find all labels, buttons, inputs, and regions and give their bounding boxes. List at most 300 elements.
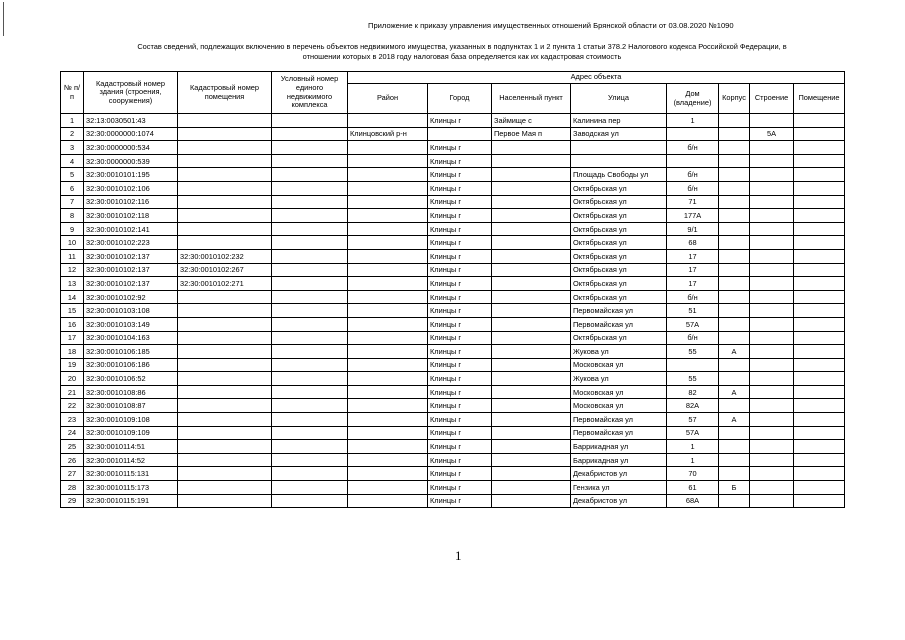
complex-number-cell — [272, 277, 348, 291]
street-cell: Декабристов ул — [571, 494, 667, 508]
city-cell: Клинцы г — [428, 399, 492, 413]
room-cadastral-cell — [178, 426, 272, 440]
building-cadastral-cell: 32:30:0010102:106 — [84, 181, 178, 195]
city-cell: Клинцы г — [428, 277, 492, 291]
street-cell: Декабристов ул — [571, 467, 667, 481]
city-cell: Клинцы г — [428, 209, 492, 223]
stroenie-cell — [750, 249, 794, 263]
house-cell: б/н — [667, 168, 719, 182]
room-cadastral-cell — [178, 413, 272, 427]
city-cell: Клинцы г — [428, 195, 492, 209]
city-cell: Клинцы г — [428, 331, 492, 345]
district-cell — [348, 481, 428, 495]
settlement-cell — [492, 236, 571, 250]
pomeshchenie-cell — [794, 195, 845, 209]
korpus-cell — [719, 426, 750, 440]
table-row — [61, 290, 845, 304]
district-cell — [348, 277, 428, 291]
settlement-cell — [492, 249, 571, 263]
col-street: Улица — [571, 84, 667, 114]
row-number-cell: 1 — [61, 114, 84, 128]
table-row — [61, 195, 845, 209]
col-pomeshchenie: Помещение — [794, 84, 845, 114]
city-cell: Клинцы г — [428, 222, 492, 236]
korpus-cell — [719, 372, 750, 386]
district-cell — [348, 195, 428, 209]
house-cell: 17 — [667, 249, 719, 263]
house-cell: 17 — [667, 263, 719, 277]
table-row — [61, 413, 845, 427]
title-line-2: отношении которых в 2018 году налоговая база определяется как их кадастровая стоимость — [302, 51, 622, 61]
row-number-cell: 13 — [61, 277, 84, 291]
row-number-cell: 18 — [61, 345, 84, 359]
row-number-cell: 14 — [61, 290, 84, 304]
district-cell — [348, 290, 428, 304]
pomeshchenie-cell — [794, 358, 845, 372]
city-cell: Клинцы г — [428, 249, 492, 263]
district-cell — [348, 263, 428, 277]
room-cadastral-cell — [178, 331, 272, 345]
city-cell: Клинцы г — [428, 481, 492, 495]
pomeshchenie-cell — [794, 181, 845, 195]
row-number-cell: 29 — [61, 494, 84, 508]
pomeshchenie-cell — [794, 263, 845, 277]
complex-number-cell — [272, 481, 348, 495]
street-cell: Заводская ул — [571, 127, 667, 141]
stroenie-cell — [750, 277, 794, 291]
row-number-cell: 25 — [61, 440, 84, 454]
stroenie-cell — [750, 372, 794, 386]
room-cadastral-cell — [178, 453, 272, 467]
room-cadastral-cell — [178, 181, 272, 195]
room-cadastral-cell — [178, 127, 272, 141]
street-cell: Октябрьская ул — [571, 331, 667, 345]
city-cell: Клинцы г — [428, 372, 492, 386]
street-cell: Октябрьская ул — [571, 277, 667, 291]
district-cell — [348, 222, 428, 236]
building-cadastral-cell: 32:30:0010102:137 — [84, 249, 178, 263]
street-cell: Баррикадная ул — [571, 440, 667, 454]
row-number-cell: 11 — [61, 249, 84, 263]
settlement-cell — [492, 209, 571, 223]
col-complex-number: Условный номер единого недвижимого комплекса — [272, 72, 348, 114]
room-cadastral-cell — [178, 195, 272, 209]
stroenie-cell — [750, 141, 794, 155]
city-cell: Клинцы г — [428, 290, 492, 304]
complex-number-cell — [272, 236, 348, 250]
building-cadastral-cell: 32:30:0010106:52 — [84, 372, 178, 386]
settlement-cell — [492, 372, 571, 386]
korpus-cell — [719, 494, 750, 508]
settlement-cell — [492, 290, 571, 304]
row-number-cell: 10 — [61, 236, 84, 250]
street-cell: Калинина пер — [571, 114, 667, 128]
building-cadastral-cell: 32:30:0010102:137 — [84, 277, 178, 291]
complex-number-cell — [272, 195, 348, 209]
complex-number-cell — [272, 345, 348, 359]
page-edge-line — [3, 2, 4, 36]
pomeshchenie-cell — [794, 236, 845, 250]
city-cell: Клинцы г — [428, 114, 492, 128]
street-cell: Московская ул — [571, 385, 667, 399]
settlement-cell — [492, 399, 571, 413]
room-cadastral-cell — [178, 290, 272, 304]
stroenie-cell — [750, 345, 794, 359]
table-row — [61, 114, 845, 128]
settlement-cell — [492, 195, 571, 209]
settlement-cell — [492, 168, 571, 182]
settlement-cell — [492, 494, 571, 508]
house-cell: 51 — [667, 304, 719, 318]
settlement-cell — [492, 331, 571, 345]
building-cadastral-cell: 32:30:0010114:52 — [84, 453, 178, 467]
row-number-cell: 28 — [61, 481, 84, 495]
row-number-cell: 7 — [61, 195, 84, 209]
pomeshchenie-cell — [794, 141, 845, 155]
complex-number-cell — [272, 114, 348, 128]
building-cadastral-cell: 32:30:0000000:539 — [84, 154, 178, 168]
settlement-cell — [492, 358, 571, 372]
pomeshchenie-cell — [794, 114, 845, 128]
pomeshchenie-cell — [794, 372, 845, 386]
row-number-cell: 24 — [61, 426, 84, 440]
complex-number-cell — [272, 249, 348, 263]
house-cell: 17 — [667, 277, 719, 291]
row-number-cell: 23 — [61, 413, 84, 427]
district-cell — [348, 317, 428, 331]
settlement-cell — [492, 426, 571, 440]
complex-number-cell — [272, 209, 348, 223]
col-building-cadastral: Кадастровый номер здания (строения, сооружения) — [84, 72, 178, 114]
street-cell: Октябрьская ул — [571, 290, 667, 304]
street-cell: Октябрьская ул — [571, 195, 667, 209]
settlement-cell — [492, 222, 571, 236]
row-number-cell: 3 — [61, 141, 84, 155]
district-cell — [348, 399, 428, 413]
street-cell — [571, 154, 667, 168]
settlement-cell — [492, 154, 571, 168]
city-cell: Клинцы г — [428, 181, 492, 195]
room-cadastral-cell — [178, 358, 272, 372]
settlement-cell — [492, 453, 571, 467]
street-cell: Площадь Свободы ул — [571, 168, 667, 182]
stroenie-cell — [750, 114, 794, 128]
settlement-cell — [492, 277, 571, 291]
pomeshchenie-cell — [794, 399, 845, 413]
complex-number-cell — [272, 426, 348, 440]
house-cell: 82 — [667, 385, 719, 399]
house-cell: 68А — [667, 494, 719, 508]
district-cell — [348, 345, 428, 359]
stroenie-cell — [750, 181, 794, 195]
building-cadastral-cell: 32:30:0010108:86 — [84, 385, 178, 399]
row-number-cell: 12 — [61, 263, 84, 277]
city-cell: Клинцы г — [428, 317, 492, 331]
korpus-cell: А — [719, 385, 750, 399]
city-cell: Клинцы г — [428, 141, 492, 155]
house-cell: 55 — [667, 345, 719, 359]
district-cell — [348, 181, 428, 195]
row-number-cell: 17 — [61, 331, 84, 345]
house-cell: 55 — [667, 372, 719, 386]
building-cadastral-cell: 32:30:0010114:51 — [84, 440, 178, 454]
room-cadastral-cell — [178, 141, 272, 155]
house-cell: б/н — [667, 290, 719, 304]
korpus-cell — [719, 181, 750, 195]
korpus-cell — [719, 304, 750, 318]
pomeshchenie-cell — [794, 413, 845, 427]
complex-number-cell — [272, 127, 348, 141]
street-cell: Первомайская ул — [571, 413, 667, 427]
pomeshchenie-cell — [794, 494, 845, 508]
building-cadastral-cell: 32:30:0010102:137 — [84, 263, 178, 277]
district-cell — [348, 154, 428, 168]
pomeshchenie-cell — [794, 345, 845, 359]
room-cadastral-cell: 32:30:0010102:271 — [178, 277, 272, 291]
building-cadastral-cell: 32:30:0010102:92 — [84, 290, 178, 304]
building-cadastral-cell: 32:30:0010102:141 — [84, 222, 178, 236]
stroenie-cell — [750, 481, 794, 495]
settlement-cell — [492, 481, 571, 495]
pomeshchenie-cell — [794, 209, 845, 223]
korpus-cell — [719, 114, 750, 128]
district-cell — [348, 467, 428, 481]
row-number-cell: 22 — [61, 399, 84, 413]
row-number-cell: 6 — [61, 181, 84, 195]
street-cell: Баррикадная ул — [571, 453, 667, 467]
pomeshchenie-cell — [794, 154, 845, 168]
city-cell: Клинцы г — [428, 440, 492, 454]
house-cell: б/н — [667, 181, 719, 195]
house-cell: б/н — [667, 141, 719, 155]
complex-number-cell — [272, 385, 348, 399]
settlement-cell — [492, 440, 571, 454]
row-number-cell: 20 — [61, 372, 84, 386]
city-cell: Клинцы г — [428, 358, 492, 372]
document-title — [62, 42, 862, 61]
complex-number-cell — [272, 494, 348, 508]
stroenie-cell — [750, 331, 794, 345]
complex-number-cell — [272, 317, 348, 331]
stroenie-cell — [750, 494, 794, 508]
building-cadastral-cell: 32:30:0010102:116 — [84, 195, 178, 209]
room-cadastral-cell — [178, 481, 272, 495]
district-cell — [348, 304, 428, 318]
street-cell: Жукова ул — [571, 372, 667, 386]
stroenie-cell — [750, 290, 794, 304]
house-cell: 177А — [667, 209, 719, 223]
house-cell: 1 — [667, 114, 719, 128]
building-cadastral-cell: 32:30:0010102:118 — [84, 209, 178, 223]
room-cadastral-cell: 32:30:0010102:232 — [178, 249, 272, 263]
pomeshchenie-cell — [794, 317, 845, 331]
table-row — [61, 453, 845, 467]
pomeshchenie-cell — [794, 168, 845, 182]
korpus-cell — [719, 222, 750, 236]
room-cadastral-cell — [178, 385, 272, 399]
district-cell — [348, 440, 428, 454]
city-cell: Клинцы г — [428, 304, 492, 318]
table-row — [61, 277, 845, 291]
table-row — [61, 494, 845, 508]
city-cell: Клинцы г — [428, 263, 492, 277]
room-cadastral-cell — [178, 399, 272, 413]
city-cell: Клинцы г — [428, 467, 492, 481]
stroenie-cell — [750, 304, 794, 318]
room-cadastral-cell — [178, 345, 272, 359]
district-cell — [348, 168, 428, 182]
settlement-cell — [492, 413, 571, 427]
building-cadastral-cell: 32:30:0010106:185 — [84, 345, 178, 359]
row-number-cell: 16 — [61, 317, 84, 331]
col-room-cadastral: Кадастровый номер помещения — [178, 72, 272, 114]
house-cell: 1 — [667, 453, 719, 467]
table-body — [61, 114, 845, 508]
complex-number-cell — [272, 372, 348, 386]
house-cell — [667, 127, 719, 141]
house-cell: 57А — [667, 426, 719, 440]
pomeshchenie-cell — [794, 222, 845, 236]
col-house: Дом (владение) — [667, 84, 719, 114]
room-cadastral-cell — [178, 372, 272, 386]
complex-number-cell — [272, 290, 348, 304]
korpus-cell: А — [719, 345, 750, 359]
title-line-1: Состав сведений, подлежащих включению в перечень объектов недвижимого имущества, указанных в подпунктах 1 и 2 пункта 1 статьи 378.2 Налогового кодекса Российской Федерации, в — [137, 42, 787, 51]
row-number-cell: 2 — [61, 127, 84, 141]
district-cell — [348, 385, 428, 399]
korpus-cell — [719, 141, 750, 155]
table-row — [61, 426, 845, 440]
col-korpus: Корпус — [719, 84, 750, 114]
street-cell: Московская ул — [571, 358, 667, 372]
house-cell — [667, 154, 719, 168]
table-row — [61, 399, 845, 413]
table-row — [61, 249, 845, 263]
table-row — [61, 358, 845, 372]
stroenie-cell — [750, 195, 794, 209]
house-cell: б/н — [667, 331, 719, 345]
table-header — [61, 72, 845, 114]
building-cadastral-cell: 32:30:0000000:534 — [84, 141, 178, 155]
table-row — [61, 385, 845, 399]
complex-number-cell — [272, 467, 348, 481]
complex-number-cell — [272, 154, 348, 168]
room-cadastral-cell: 32:30:0010102:267 — [178, 263, 272, 277]
city-cell: Клинцы г — [428, 236, 492, 250]
building-cadastral-cell: 32:30:0000000:1074 — [84, 127, 178, 141]
district-cell — [348, 114, 428, 128]
col-num: № п/п — [61, 72, 84, 114]
pomeshchenie-cell — [794, 481, 845, 495]
building-cadastral-cell: 32:30:0010101:195 — [84, 168, 178, 182]
korpus-cell — [719, 154, 750, 168]
table-row — [61, 331, 845, 345]
korpus-cell — [719, 277, 750, 291]
district-cell: Клинцовский р-н — [348, 127, 428, 141]
house-cell: 70 — [667, 467, 719, 481]
table-row — [61, 467, 845, 481]
stroenie-cell — [750, 453, 794, 467]
korpus-cell — [719, 209, 750, 223]
street-cell: Октябрьская ул — [571, 209, 667, 223]
city-cell: Клинцы г — [428, 385, 492, 399]
stroenie-cell — [750, 399, 794, 413]
row-number-cell: 9 — [61, 222, 84, 236]
pomeshchenie-cell — [794, 453, 845, 467]
stroenie-cell — [750, 413, 794, 427]
table-row — [61, 317, 845, 331]
city-cell: Клинцы г — [428, 168, 492, 182]
district-cell — [348, 209, 428, 223]
settlement-cell — [492, 304, 571, 318]
settlement-cell — [492, 317, 571, 331]
city-cell: Клинцы г — [428, 345, 492, 359]
street-cell: Октябрьская ул — [571, 236, 667, 250]
property-register-table — [60, 71, 845, 508]
house-cell: 57 — [667, 413, 719, 427]
table-row — [61, 181, 845, 195]
complex-number-cell — [272, 304, 348, 318]
pomeshchenie-cell — [794, 426, 845, 440]
building-cadastral-cell: 32:30:0010103:108 — [84, 304, 178, 318]
table-row — [61, 236, 845, 250]
korpus-cell — [719, 440, 750, 454]
complex-number-cell — [272, 181, 348, 195]
pomeshchenie-cell — [794, 304, 845, 318]
city-cell: Клинцы г — [428, 494, 492, 508]
korpus-cell — [719, 249, 750, 263]
complex-number-cell — [272, 413, 348, 427]
house-cell — [667, 358, 719, 372]
row-number-cell: 15 — [61, 304, 84, 318]
korpus-cell — [719, 290, 750, 304]
stroenie-cell — [750, 168, 794, 182]
district-cell — [348, 331, 428, 345]
korpus-cell — [719, 127, 750, 141]
house-cell: 61 — [667, 481, 719, 495]
city-cell: Клинцы г — [428, 453, 492, 467]
table-row — [61, 154, 845, 168]
table-row — [61, 372, 845, 386]
district-cell — [348, 413, 428, 427]
settlement-cell — [492, 467, 571, 481]
pomeshchenie-cell — [794, 249, 845, 263]
table-row — [61, 304, 845, 318]
stroenie-cell — [750, 385, 794, 399]
complex-number-cell — [272, 453, 348, 467]
pomeshchenie-cell — [794, 277, 845, 291]
building-cadastral-cell: 32:30:0010109:109 — [84, 426, 178, 440]
complex-number-cell — [272, 399, 348, 413]
col-stroenie: Строение — [750, 84, 794, 114]
settlement-cell — [492, 385, 571, 399]
settlement-cell: Первое Мая п — [492, 127, 571, 141]
stroenie-cell — [750, 222, 794, 236]
building-cadastral-cell: 32:30:0010108:87 — [84, 399, 178, 413]
col-address-group: Адрес объекта — [348, 72, 845, 84]
row-number-cell: 8 — [61, 209, 84, 223]
district-cell — [348, 358, 428, 372]
settlement-cell — [492, 141, 571, 155]
city-cell: Клинцы г — [428, 426, 492, 440]
settlement-cell — [492, 263, 571, 277]
building-cadastral-cell: 32:30:0010115:173 — [84, 481, 178, 495]
district-cell — [348, 141, 428, 155]
page-number: 1 — [455, 548, 462, 563]
building-cadastral-cell: 32:30:0010109:108 — [84, 413, 178, 427]
korpus-cell — [719, 195, 750, 209]
row-number-cell: 26 — [61, 453, 84, 467]
